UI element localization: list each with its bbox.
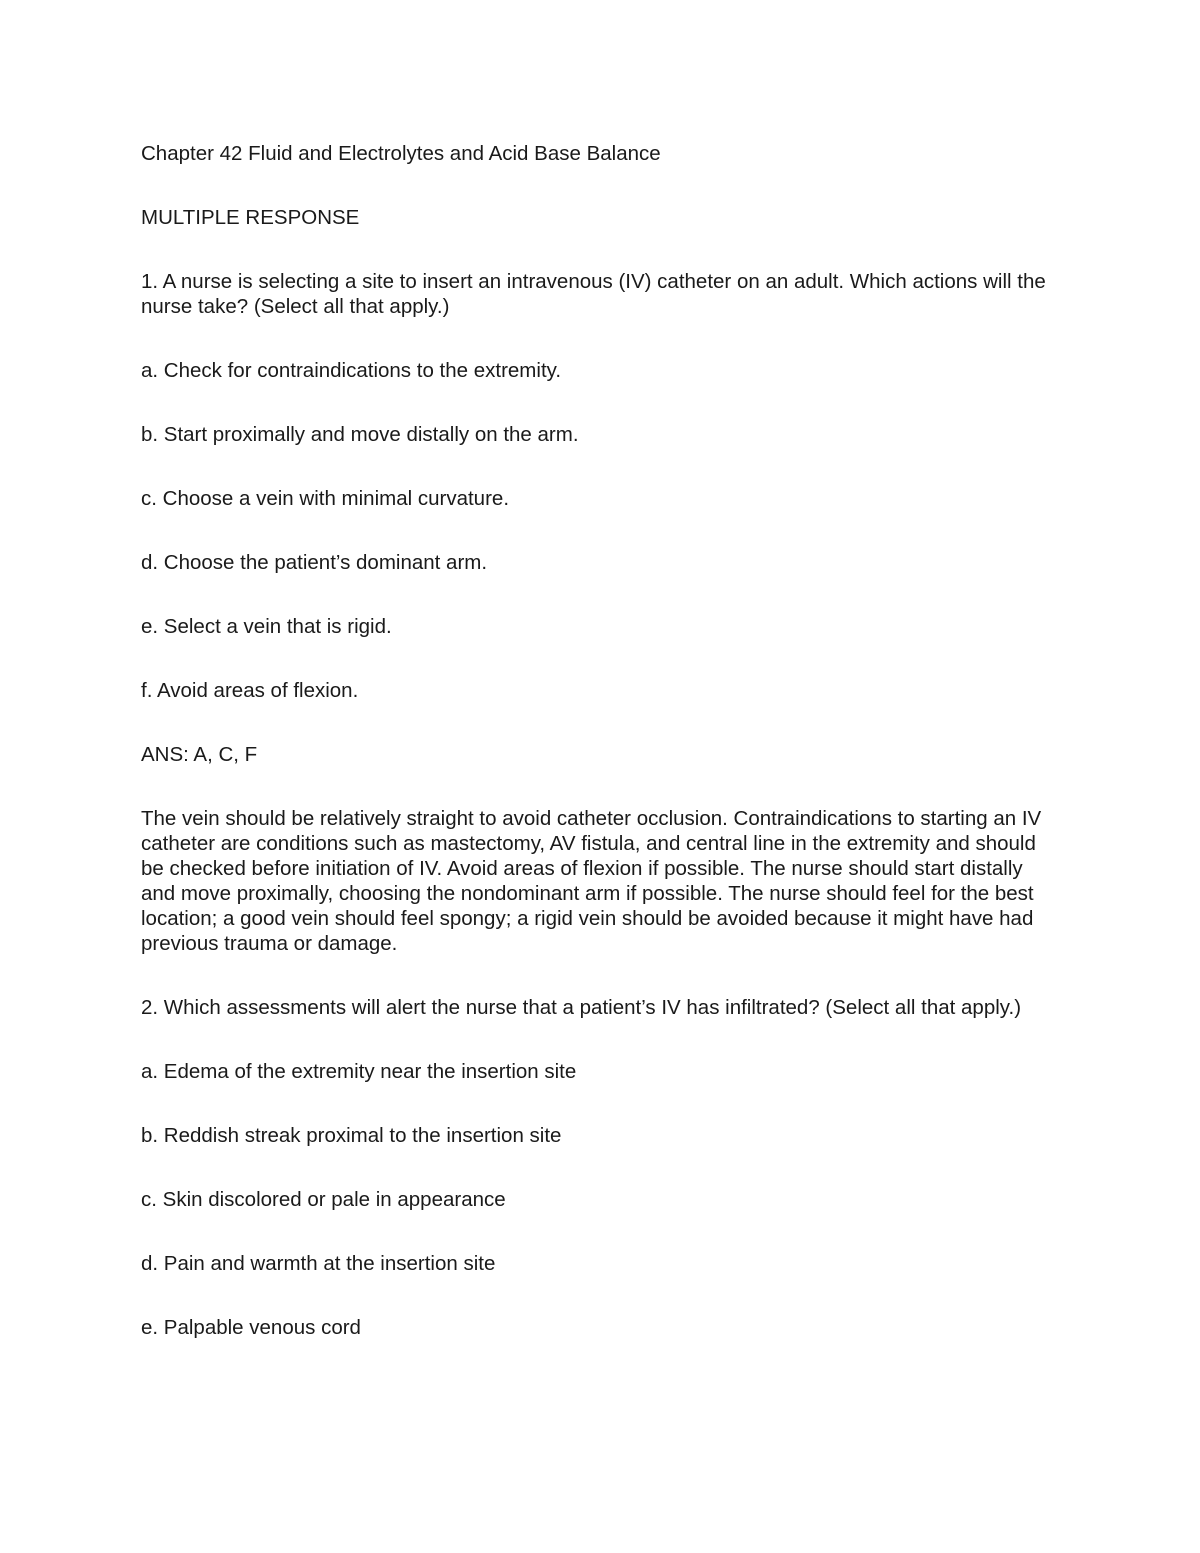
- answer-option: e. Palpable venous cord: [141, 1316, 361, 1339]
- answer-key: ANS: A, C, F: [141, 743, 258, 766]
- question-stem: 2. Which assessments will alert the nurse that a patient’s IV has infiltrated? (Select all that apply.): [141, 996, 1022, 1019]
- question-stem: 1. A nurse is selecting a site to insert an intravenous (IV) catheter on an adult. Which actions will the nurse take? (Select all that apply.): [141, 270, 1046, 318]
- section-heading: MULTIPLE RESPONSE: [141, 206, 360, 229]
- rationale-text: The vein should be relatively straight to avoid catheter occlusion. Contraindications to starting an IV catheter are conditions such as mastectomy, AV fistula, and central line in the extremity and should be checked before initiation of IV. Avoid areas of flexion if possible. The nurse should start distally and move proximally, choosing the nondominant arm if possible. The nurse should feel for the best location; a good vein should feel spongy; a rigid vein should be avoided because it might have had previous trauma or damage.: [141, 807, 1042, 955]
- answer-option: c. Skin discolored or pale in appearance: [141, 1188, 506, 1211]
- answer-option: a. Edema of the extremity near the insertion site: [141, 1060, 577, 1083]
- chapter-title: Chapter 42 Fluid and Electrolytes and Acid Base Balance: [141, 142, 661, 165]
- answer-option: b. Start proximally and move distally on the arm.: [141, 423, 579, 446]
- answer-option: d. Choose the patient’s dominant arm.: [141, 551, 488, 574]
- question-2: [141, 995, 1061, 1340]
- answer-option: e. Select a vein that is rigid.: [141, 615, 392, 638]
- question-1: [141, 269, 1061, 956]
- answer-option: d. Pain and warmth at the insertion site: [141, 1252, 496, 1275]
- answer-option: b. Reddish streak proximal to the insertion site: [141, 1124, 562, 1147]
- answer-option: a. Check for contraindications to the extremity.: [141, 359, 562, 382]
- answer-option: c. Choose a vein with minimal curvature.: [141, 487, 510, 510]
- answer-option: f. Avoid areas of flexion.: [141, 679, 359, 702]
- document-body: [141, 141, 1061, 1379]
